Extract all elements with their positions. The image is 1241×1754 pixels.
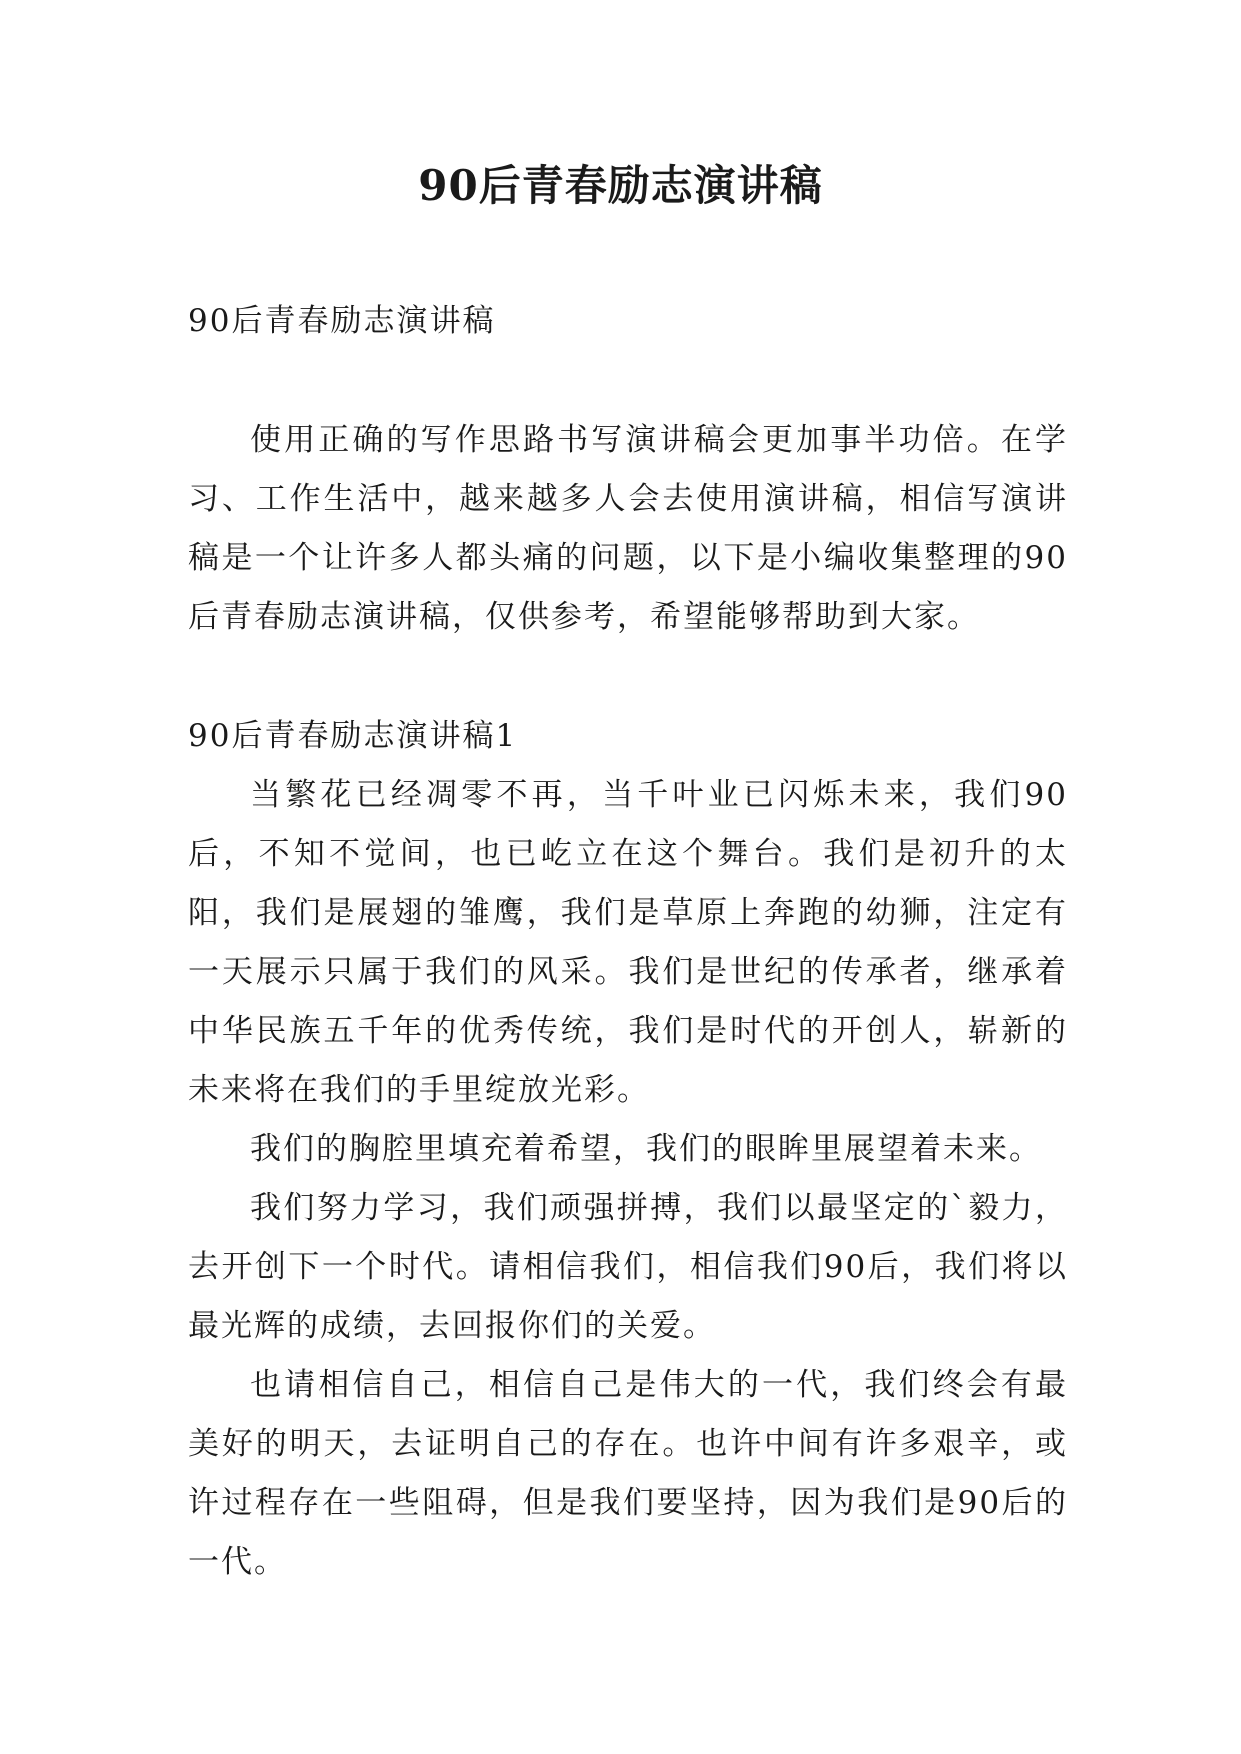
document-title: 90后青春励志演讲稿 <box>418 161 823 210</box>
spacer <box>188 647 1068 707</box>
body-paragraph: 当繁花已经凋零不再，当千叶业已闪烁未来，我们90后，不知不觉间，也已屹立在这个舞台。我们是初升的太阳，我们是展翅的雏鹰，我们是草原上奔跑的幼狮，注定有一天展示只属于我们的风采。我们是世纪的传承者，继承着中华民族五千年的优秀传统，我们是时代的开创人，崭新的未来将在我们的手里绽放光彩。 <box>188 777 1068 1108</box>
spacer <box>188 351 1068 411</box>
body-paragraph: 也请相信自己，相信自己是伟大的一代，我们终会有最美好的明天，去证明自己的存在。也许中间有许多艰辛，或许过程存在一些阻碍，但是我们要坚持，因为我们是90后的一代。 <box>188 1367 1068 1580</box>
document-subtitle: 90后青春励志演讲稿 <box>188 303 496 339</box>
document-body <box>188 292 1068 1592</box>
intro-paragraph: 使用正确的写作思路书写演讲稿会更加事半功倍。在学习、工作生活中，越来越多人会去使用演讲稿，相信写演讲稿是一个让许多人都头痛的问题，以下是小编收集整理的90后青春励志演讲稿，仅供参考，希望能够帮助到大家。 <box>188 422 1068 635</box>
body-paragraph: 我们努力学习，我们顽强拼搏，我们以最坚定的`毅力，去开创下一个时代。请相信我们，相信我们90后，我们将以最光辉的成绩，去回报你们的关爱。 <box>188 1190 1068 1344</box>
section-heading: 90后青春励志演讲稿1 <box>188 718 518 754</box>
body-paragraph: 我们的胸腔里填充着希望，我们的眼眸里展望着未来。 <box>250 1131 1042 1167</box>
